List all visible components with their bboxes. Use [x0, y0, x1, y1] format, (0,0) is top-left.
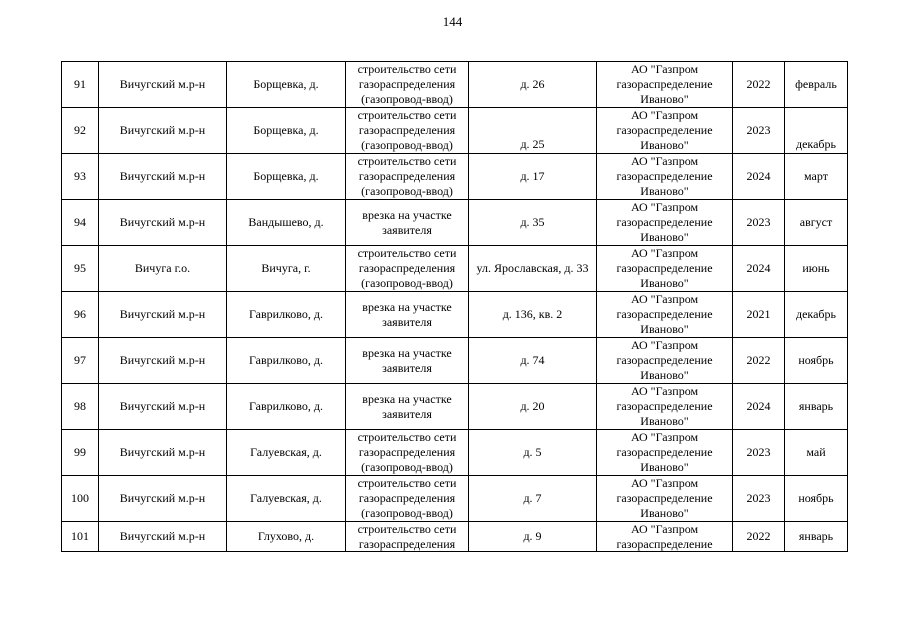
row-number: 98: [62, 384, 99, 430]
organization-cell: АО "Газпром газораспределение Иваново": [597, 384, 733, 430]
work-type-cell: строительство сети газораспределения (газопровод-ввод): [346, 108, 469, 154]
table-row: [62, 62, 848, 108]
district-cell: Вичугский м.р-н: [99, 292, 227, 338]
table-row: [62, 108, 848, 154]
address-cell: д. 5: [469, 430, 597, 476]
month-cell: август: [785, 200, 848, 246]
locality-cell: Галуевская, д.: [227, 430, 346, 476]
month-cell: февраль: [785, 62, 848, 108]
district-cell: Вичугский м.р-н: [99, 476, 227, 522]
row-number: 100: [62, 476, 99, 522]
year-cell: 2023: [733, 476, 785, 522]
year-cell: 2023: [733, 430, 785, 476]
year-cell: 2024: [733, 246, 785, 292]
organization-cell: АО "Газпром газораспределение Иваново": [597, 292, 733, 338]
district-cell: Вичугский м.р-н: [99, 154, 227, 200]
address-cell: ул. Ярославская, д. 33: [469, 246, 597, 292]
table-row: [62, 384, 848, 430]
work-type-cell: врезка на участке заявителя: [346, 338, 469, 384]
address-cell: д. 20: [469, 384, 597, 430]
row-number: 93: [62, 154, 99, 200]
year-cell: 2022: [733, 522, 785, 552]
district-cell: Вичугский м.р-н: [99, 384, 227, 430]
row-number: 95: [62, 246, 99, 292]
work-type-cell: строительство сети газораспределения (газопровод-ввод): [346, 154, 469, 200]
month-cell: ноябрь: [785, 476, 848, 522]
table-row: [62, 430, 848, 476]
year-cell: 2023: [733, 200, 785, 246]
organization-cell: АО "Газпром газораспределение Иваново": [597, 246, 733, 292]
organization-cell: АО "Газпром газораспределение Иваново": [597, 108, 733, 154]
year-cell: 2023: [733, 108, 785, 154]
work-type-cell: врезка на участке заявителя: [346, 292, 469, 338]
month-cell: декабрь: [785, 108, 848, 154]
work-type-cell: врезка на участке заявителя: [346, 200, 469, 246]
organization-cell: АО "Газпром газораспределение Иваново": [597, 338, 733, 384]
address-cell: д. 35: [469, 200, 597, 246]
address-cell: д. 17: [469, 154, 597, 200]
year-cell: 2024: [733, 384, 785, 430]
month-cell: ноябрь: [785, 338, 848, 384]
table-row: [62, 292, 848, 338]
district-cell: Вичугский м.р-н: [99, 430, 227, 476]
row-number: 97: [62, 338, 99, 384]
row-number: 92: [62, 108, 99, 154]
month-cell: декабрь: [785, 292, 848, 338]
year-cell: 2022: [733, 62, 785, 108]
month-cell: май: [785, 430, 848, 476]
row-number: 94: [62, 200, 99, 246]
district-cell: Вичуга г.о.: [99, 246, 227, 292]
month-cell: январь: [785, 522, 848, 552]
month-cell: март: [785, 154, 848, 200]
locality-cell: Галуевская, д.: [227, 476, 346, 522]
table-body: [62, 62, 848, 552]
table-row: [62, 338, 848, 384]
organization-cell: АО "Газпром газораспределение Иваново": [597, 62, 733, 108]
row-number: 101: [62, 522, 99, 552]
year-cell: 2024: [733, 154, 785, 200]
table-row: [62, 522, 848, 552]
locality-cell: Гаврилково, д.: [227, 292, 346, 338]
district-cell: Вичугский м.р-н: [99, 338, 227, 384]
locality-cell: Гаврилково, д.: [227, 338, 346, 384]
address-cell: д. 136, кв. 2: [469, 292, 597, 338]
address-cell: д. 7: [469, 476, 597, 522]
year-cell: 2022: [733, 338, 785, 384]
organization-cell: АО "Газпром газораспределение Иваново": [597, 154, 733, 200]
district-cell: Вичугский м.р-н: [99, 108, 227, 154]
locality-cell: Вичуга, г.: [227, 246, 346, 292]
locality-cell: Глухово, д.: [227, 522, 346, 552]
work-type-cell: строительство сети газораспределения (газопровод-ввод): [346, 246, 469, 292]
table-row: [62, 200, 848, 246]
month-cell: январь: [785, 384, 848, 430]
locality-cell: Борщевка, д.: [227, 62, 346, 108]
address-cell: д. 9: [469, 522, 597, 552]
district-cell: Вичугский м.р-н: [99, 522, 227, 552]
gasification-table: [61, 61, 848, 552]
row-number: 91: [62, 62, 99, 108]
organization-cell: АО "Газпром газораспределение Иваново": [597, 430, 733, 476]
table-row: [62, 246, 848, 292]
organization-cell: АО "Газпром газораспределение Иваново": [597, 200, 733, 246]
table-row: [62, 154, 848, 200]
work-type-cell: врезка на участке заявителя: [346, 384, 469, 430]
work-type-cell: строительство сети газораспределения (газопровод-ввод): [346, 430, 469, 476]
address-cell: д. 25: [469, 108, 597, 154]
table-row: [62, 476, 848, 522]
row-number: 99: [62, 430, 99, 476]
district-cell: Вичугский м.р-н: [99, 62, 227, 108]
row-number: 96: [62, 292, 99, 338]
address-cell: д. 74: [469, 338, 597, 384]
month-cell: июнь: [785, 246, 848, 292]
work-type-cell: строительство сети газораспределения (газопровод-ввод): [346, 476, 469, 522]
page-number: 144: [442, 14, 463, 29]
locality-cell: Борщевка, д.: [227, 154, 346, 200]
organization-cell: АО "Газпром газораспределение: [597, 522, 733, 552]
organization-cell: АО "Газпром газораспределение Иваново": [597, 476, 733, 522]
locality-cell: Гаврилково, д.: [227, 384, 346, 430]
district-cell: Вичугский м.р-н: [99, 200, 227, 246]
address-cell: д. 26: [469, 62, 597, 108]
locality-cell: Вандышево, д.: [227, 200, 346, 246]
work-type-cell: строительство сети газораспределения (газопровод-ввод): [346, 62, 469, 108]
work-type-cell: строительство сети газораспределения: [346, 522, 469, 552]
year-cell: 2021: [733, 292, 785, 338]
locality-cell: Борщевка, д.: [227, 108, 346, 154]
